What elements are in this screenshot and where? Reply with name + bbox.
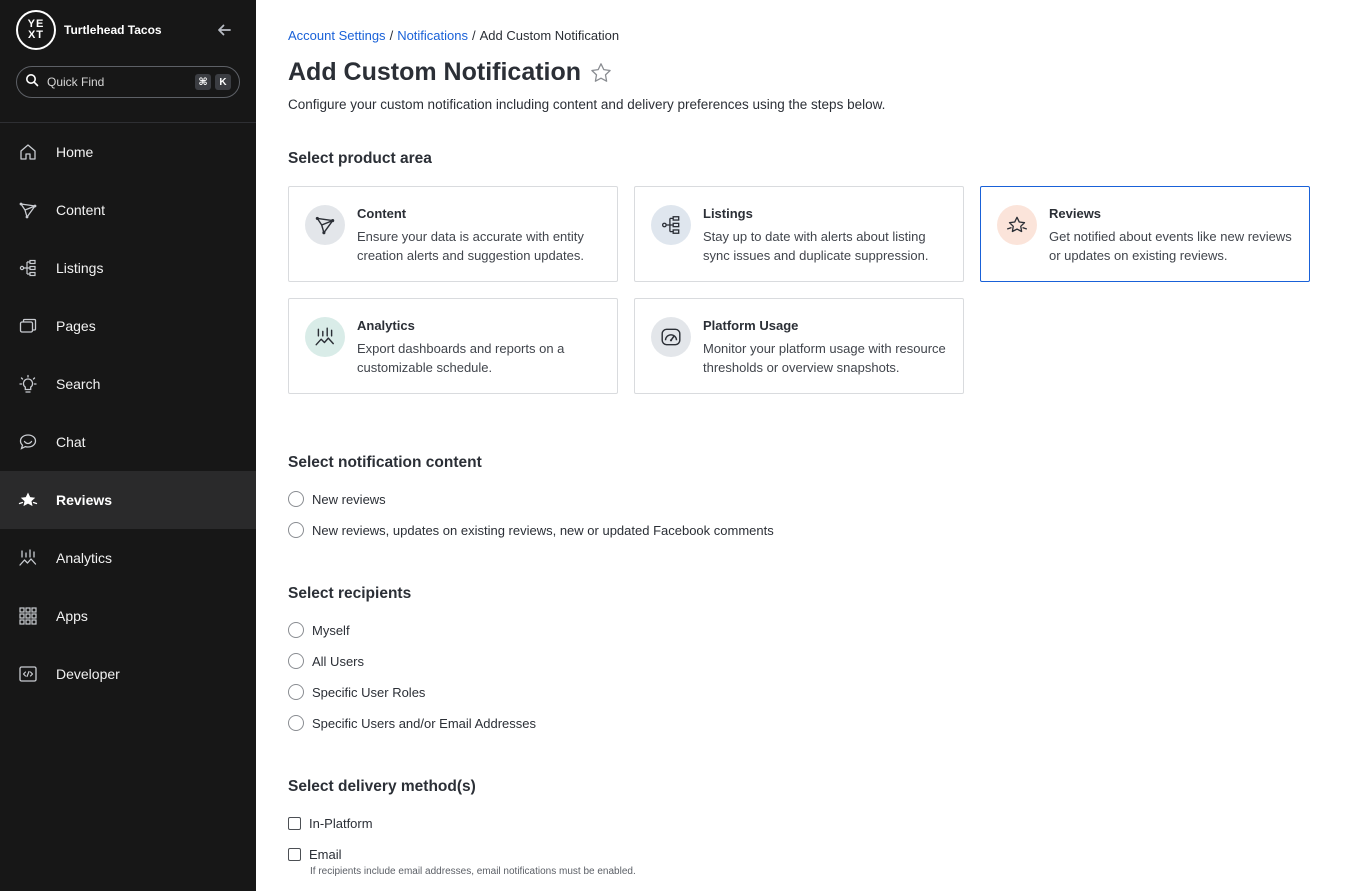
sidebar-item-label: Pages <box>56 318 96 334</box>
page-title: Add Custom Notification <box>288 58 582 86</box>
product-card-platform-usage[interactable] <box>634 298 964 394</box>
card-title: Listings <box>703 206 753 221</box>
checkbox[interactable] <box>288 817 301 830</box>
radio-button[interactable] <box>288 491 304 507</box>
radio-button[interactable] <box>288 622 304 638</box>
product-card-listings[interactable] <box>634 186 964 282</box>
breadcrumb-current: Add Custom Notification <box>479 28 620 43</box>
content-option-new-reviews[interactable] <box>288 491 386 507</box>
sidebar-item-home[interactable] <box>0 123 256 181</box>
radio-button[interactable] <box>288 653 304 669</box>
sidebar-item-developer[interactable] <box>0 645 256 703</box>
breadcrumb-separator: / <box>472 28 476 43</box>
radio-label: All Users <box>312 653 365 669</box>
recipient-option-all-users[interactable] <box>288 653 364 669</box>
radio-label: Specific Users and/or Email Addresses <box>312 715 536 731</box>
account-switcher[interactable] <box>16 11 240 49</box>
yext-logo: YE XT <box>16 10 56 50</box>
breadcrumb-account-settings-link[interactable]: Account Settings <box>288 28 386 43</box>
search-icon <box>25 73 39 92</box>
radio-button[interactable] <box>288 522 304 538</box>
product-area-heading: Select product area <box>288 150 432 167</box>
sidebar-item-label: Reviews <box>56 492 113 508</box>
title-row <box>288 58 613 87</box>
sidebar-item-label: Home <box>56 144 94 160</box>
card-description: Export dashboards and reports on a customizable schedule. <box>357 341 565 375</box>
radio-button[interactable] <box>288 684 304 700</box>
content-icon <box>305 205 345 245</box>
sidebar-item-label: Content <box>56 202 106 218</box>
sidebar-item-label: Developer <box>56 666 120 682</box>
collapse-sidebar-arrow-icon[interactable] <box>214 20 234 40</box>
analytics-icon <box>18 548 38 568</box>
card-description: Get notified about events like new reviews or updates on existing reviews. <box>1049 229 1292 263</box>
product-card-reviews[interactable] <box>980 186 1310 282</box>
sidebar-item-listings[interactable] <box>0 239 256 297</box>
page-subtitle: Configure your custom notification including content and delivery preferences using the steps below. <box>288 97 886 112</box>
developer-code-icon <box>18 664 38 684</box>
analytics-icon <box>305 317 345 357</box>
sidebar <box>0 0 256 891</box>
card-description: Ensure your data is accurate with entity creation alerts and suggestion updates. <box>357 229 584 263</box>
card-description: Stay up to date with alerts about listing sync issues and duplicate suppression. <box>703 229 929 263</box>
card-title: Analytics <box>357 318 415 333</box>
k-key-hint: K <box>215 74 231 90</box>
radio-label: Specific User Roles <box>312 684 426 700</box>
sidebar-item-label: Search <box>56 376 101 392</box>
sidebar-item-content[interactable] <box>0 181 256 239</box>
sidebar-item-reviews[interactable] <box>0 471 256 529</box>
recipient-option-myself[interactable] <box>288 622 350 638</box>
breadcrumb <box>288 28 619 43</box>
delivery-option-email[interactable] <box>288 847 342 862</box>
product-card-analytics[interactable] <box>288 298 618 394</box>
reviews-star-icon <box>18 490 38 510</box>
recipients-heading: Select recipients <box>288 585 412 602</box>
apps-grid-icon <box>18 606 38 626</box>
card-description: Monitor your platform usage with resource thresholds or overview snapshots. <box>703 341 946 375</box>
breadcrumb-notifications-link[interactable]: Notifications <box>397 28 468 43</box>
quick-find-placeholder: Quick Find <box>47 75 105 89</box>
checkbox[interactable] <box>288 848 301 861</box>
reviews-star-icon <box>997 205 1037 245</box>
checkbox-label: Email <box>309 847 342 862</box>
favorite-star-icon[interactable] <box>589 61 613 85</box>
sidebar-item-search[interactable] <box>0 355 256 413</box>
sidebar-nav <box>0 123 256 703</box>
content-icon <box>18 200 38 220</box>
sidebar-item-analytics[interactable] <box>0 529 256 587</box>
sidebar-item-pages[interactable] <box>0 297 256 355</box>
product-card-content[interactable] <box>288 186 618 282</box>
recipient-option-specific-users[interactable] <box>288 715 536 731</box>
radio-label: New reviews, updates on existing reviews, new or updated Facebook comments <box>312 522 774 538</box>
card-title: Reviews <box>1049 206 1102 221</box>
chat-icon <box>18 432 38 452</box>
email-hint-text: If recipients include email addresses, email notifications must be enabled. <box>310 866 636 877</box>
delivery-method-heading: Select delivery method(s) <box>288 778 476 795</box>
quick-find-input[interactable] <box>16 66 240 98</box>
pages-icon <box>18 316 38 336</box>
breadcrumb-separator: / <box>389 28 394 43</box>
home-icon <box>18 142 38 162</box>
listings-icon <box>651 205 691 245</box>
card-title: Content <box>357 206 407 221</box>
radio-label: New reviews <box>312 491 386 507</box>
content-option-all-review-events[interactable] <box>288 522 774 538</box>
sidebar-item-label: Chat <box>56 434 86 450</box>
sidebar-item-label: Analytics <box>56 550 113 566</box>
sidebar-item-apps[interactable] <box>0 587 256 645</box>
sidebar-item-label: Apps <box>56 608 88 624</box>
account-name: Turtlehead Tacos <box>64 23 162 37</box>
search-lightbulb-icon <box>18 374 38 394</box>
gauge-icon <box>651 317 691 357</box>
recipient-option-user-roles[interactable] <box>288 684 425 700</box>
sidebar-item-label: Listings <box>56 260 104 276</box>
checkbox-label: In-Platform <box>309 816 373 831</box>
listings-icon <box>18 258 38 278</box>
radio-label: Myself <box>312 622 350 638</box>
delivery-option-in-platform[interactable] <box>288 816 373 831</box>
card-title: Platform Usage <box>703 318 799 333</box>
sidebar-item-chat[interactable] <box>0 413 256 471</box>
command-key-hint: ⌘ <box>195 74 211 90</box>
notification-content-heading: Select notification content <box>288 454 482 471</box>
radio-button[interactable] <box>288 715 304 731</box>
